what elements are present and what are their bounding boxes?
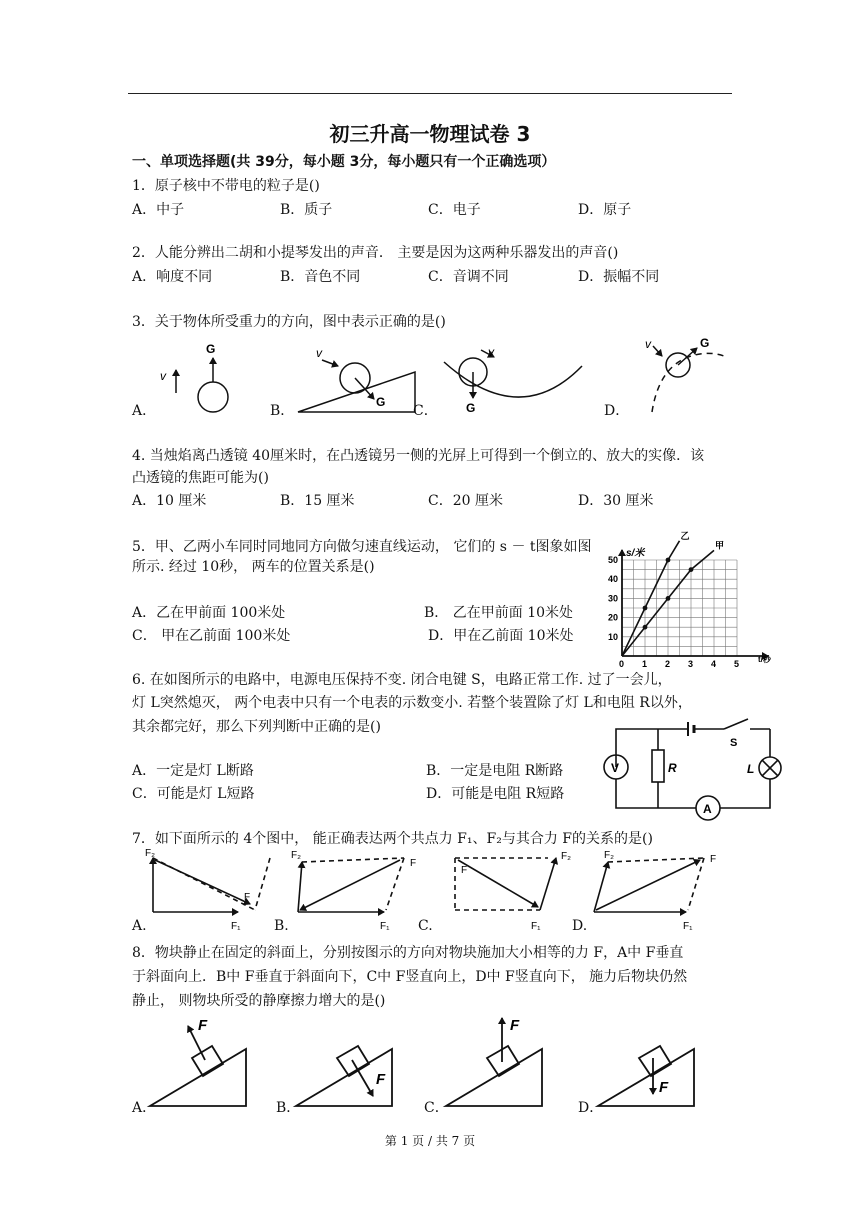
q8-option-b[interactable]: B． (276, 1100, 301, 1116)
q5-option-a[interactable]: A．乙在甲前面 100米处 (132, 605, 286, 621)
x-tick-label: 3 (688, 659, 694, 669)
q8-option-a[interactable]: A． (132, 1100, 157, 1116)
question-7-stem: 7．如下面所示的 4个图中， 能正确表达两个共点力 F₁、F₂与其合力 F的关系的是() (132, 831, 653, 847)
series-label: 甲 (715, 540, 725, 551)
svg-text:S: S (730, 737, 738, 749)
q1-option-d[interactable]: D．原子 (578, 202, 632, 218)
svg-text:F: F (659, 1079, 669, 1096)
q6-option-b[interactable]: B．一定是电阻 R断路 (426, 763, 564, 779)
y-axis-label: s/米 (626, 548, 645, 559)
series-label: 乙 (680, 530, 690, 541)
question-6-line-2: 灯 L突然熄灭， 两个电表中只有一个电表的示数变小. 若整个装置除了灯 L和电阻 R以外， (132, 695, 692, 711)
svg-text:F: F (710, 854, 717, 865)
q1-option-a[interactable]: A．中子 (132, 202, 185, 218)
svg-text:v: v (316, 346, 322, 360)
q7-option-d[interactable]: D. (572, 918, 588, 934)
y-tick-label: 10 (608, 631, 619, 642)
svg-text:F₂: F₂ (561, 851, 571, 862)
q3-option-b[interactable]: B． (270, 403, 295, 419)
svg-text:R: R (668, 761, 677, 775)
q2-option-c[interactable]: C．音调不同 (428, 269, 509, 285)
svg-text:G: G (700, 336, 710, 350)
y-tick-label: 50 (608, 555, 619, 565)
q8-option-d[interactable]: D． (578, 1100, 604, 1116)
q4-option-d[interactable]: D．30 厘米 (578, 493, 654, 509)
svg-text:F₂: F₂ (604, 850, 614, 861)
x-tick-label: 0 (619, 659, 625, 669)
svg-text:F₂: F₂ (145, 848, 155, 859)
q3-option-a[interactable]: A． (132, 403, 157, 419)
question-6-line-3: 其余都完好，那么下列判断中正确的是() (132, 719, 381, 735)
question-6-line-1: 6. 在如图所示的电路中，电源电压保持不变. 闭合电键 S，电路正常工作. 过了一会儿， (132, 672, 672, 688)
svg-text:F₁: F₁ (380, 921, 390, 932)
svg-text:L: L (747, 762, 755, 776)
x-axis-label: t/秒 (758, 655, 771, 664)
q2-option-b[interactable]: B．音色不同 (280, 269, 361, 285)
q2-option-a[interactable]: A．响度不同 (132, 269, 213, 285)
q8-figure-b (296, 1046, 392, 1106)
question-5-line-1: 5．甲、乙两小车同时同地同方向做匀速直线运动， 它们的 s － t图象如图 (132, 539, 592, 555)
q1-option-c[interactable]: C．电子 (428, 202, 481, 218)
q7-option-c[interactable]: C. (418, 918, 433, 934)
q3-option-d[interactable]: D． (604, 403, 630, 419)
svg-text:F: F (461, 865, 468, 876)
svg-text:A: A (703, 802, 712, 816)
y-tick-label: 40 (608, 574, 619, 585)
svg-text:G: G (376, 395, 386, 409)
x-tick-label: 5 (734, 659, 740, 669)
q4-option-a[interactable]: A．10 厘米 (132, 493, 207, 509)
page-footer: 第 1 页 / 共 7 页 (384, 1134, 476, 1148)
question-8-line-3: 静止， 则物块所受的静摩擦力增大的是() (132, 993, 386, 1009)
q6-option-a[interactable]: A．一定是灯 L断路 (132, 763, 254, 779)
q2-option-d[interactable]: D．振幅不同 (578, 269, 660, 285)
q5-option-d[interactable]: D．甲在乙前面 10米处 (428, 628, 574, 644)
x-tick-label: 1 (642, 659, 648, 669)
question-8-line-2: 于斜面向上．B中 F垂直于斜面向下，C中 F竖直向上，D中 F竖直向下， 施力后物块仍然 (132, 969, 688, 985)
q4-option-c[interactable]: C．20 厘米 (428, 493, 503, 509)
svg-text:F: F (198, 1017, 208, 1034)
svg-text:F: F (244, 892, 251, 903)
question-5-line-2: 所示. 经过 10秒， 两车的位置关系是() (132, 559, 375, 575)
q7-option-a[interactable]: A. (132, 918, 147, 934)
question-4-line-2: 凸透镜的焦距可能为() (132, 470, 269, 486)
x-tick-label: 4 (711, 659, 717, 669)
q7-option-b[interactable]: B. (274, 918, 289, 934)
q1-option-b[interactable]: B．质子 (280, 202, 333, 218)
svg-text:F₂: F₂ (291, 850, 301, 861)
q8-figure-d (598, 1046, 694, 1106)
question-1-stem: 1．原子核中不带电的粒子是() (132, 178, 320, 194)
question-3-stem: 3．关于物体所受重力的方向，图中表示正确的是() (132, 314, 446, 330)
svg-text:v: v (488, 345, 494, 359)
q3-option-c[interactable]: C． (413, 403, 438, 419)
q5-option-c[interactable]: C． 甲在乙前面 100米处 (132, 628, 291, 644)
question-8-line-1: 8．物块静止在固定的斜面上，分别按图示的方向对物块施加大小相等的力 F，A中 F垂直 (132, 945, 684, 961)
y-tick-label: 30 (608, 593, 619, 604)
q4-option-b[interactable]: B．15 厘米 (280, 493, 355, 509)
svg-text:F₁: F₁ (231, 921, 241, 932)
q8-figure-a (150, 1017, 246, 1106)
q8-option-c[interactable]: C． (424, 1100, 449, 1116)
svg-text:F: F (376, 1071, 386, 1088)
svg-text:G: G (206, 342, 216, 356)
q6-option-d[interactable]: D．可能是电阻 R短路 (426, 786, 565, 802)
x-tick-label: 2 (665, 659, 671, 669)
svg-text:v: v (160, 369, 166, 383)
svg-text:v: v (645, 337, 651, 351)
q5-option-b[interactable]: B． 乙在甲前面 10米处 (424, 605, 574, 621)
y-tick-label: 20 (608, 612, 619, 623)
svg-text:F: F (410, 858, 417, 869)
svg-text:G: G (466, 401, 476, 415)
page-title: 初三升高一物理试卷 3 (329, 122, 531, 146)
question-4-line-1: 4. 当烛焰离凸透镜 40厘米时，在凸透镜另一侧的光屏上可得到一个倒立的、放大的实像．该 (132, 448, 705, 464)
question-2-stem: 2．人能分辨出二胡和小提琴发出的声音． 主要是因为这两种乐器发出的声音() (132, 245, 619, 261)
q6-option-c[interactable]: C．可能是灯 L短路 (132, 786, 255, 802)
svg-text:F₁: F₁ (683, 921, 693, 932)
section-heading: 一、单项选择题(共 39分，每小题 3分，每小题只有一个正确选项） (132, 154, 556, 170)
svg-text:V: V (611, 761, 620, 775)
svg-text:F₁: F₁ (531, 921, 541, 932)
q8-figure-c (446, 1017, 542, 1106)
svg-text:F: F (510, 1017, 520, 1034)
